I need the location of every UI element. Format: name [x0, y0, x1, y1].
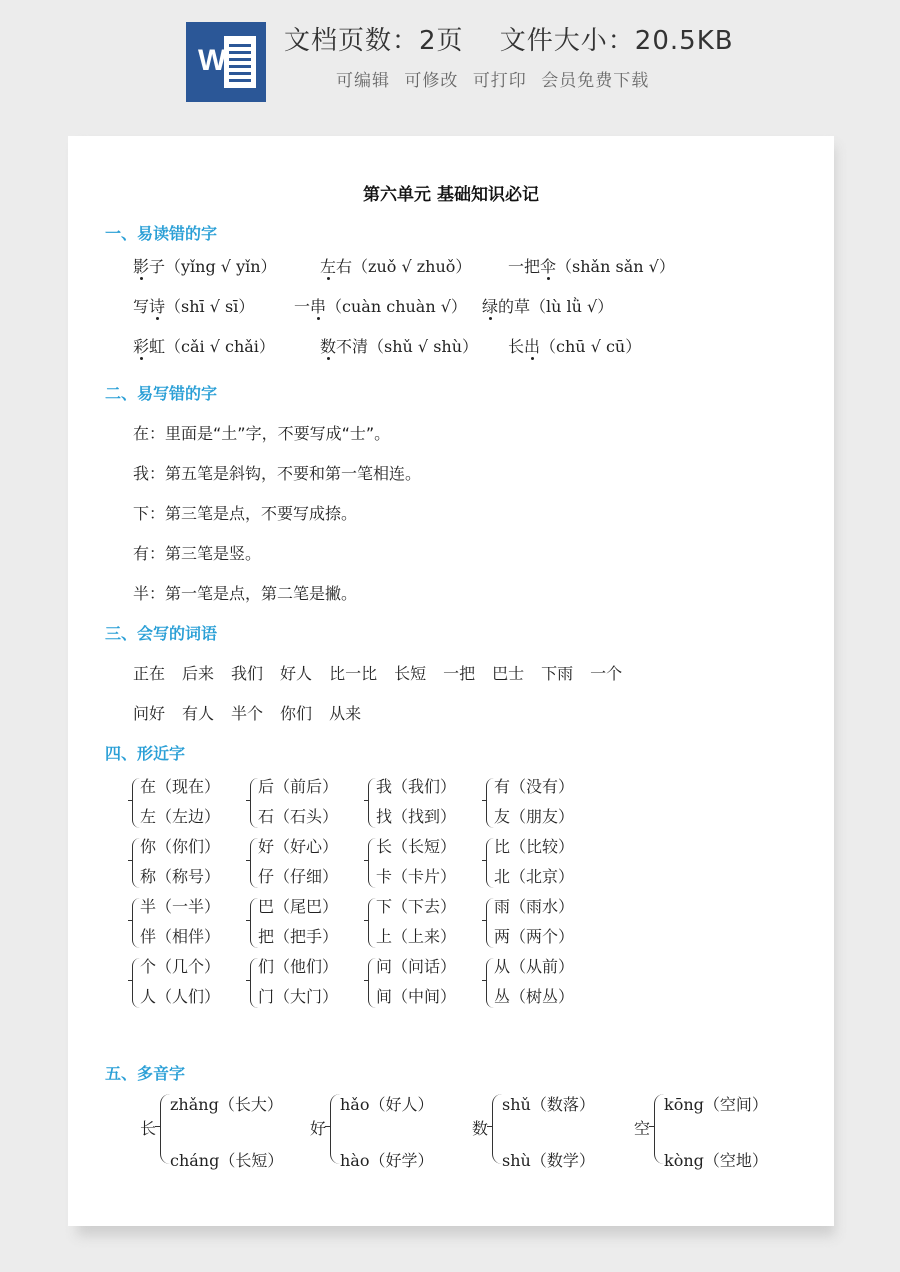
- section-heading-3: 三、会写的词语: [105, 624, 218, 643]
- similar-char-entry: 下（下去）: [376, 897, 457, 916]
- misread-item: 一串（cuàn chuàn √）: [294, 297, 467, 316]
- polyphonic-char: 数: [472, 1119, 489, 1138]
- vocabulary-word: 后来: [182, 664, 215, 683]
- similar-char-entry: 两（两个）: [494, 927, 575, 946]
- misread-item: 左右（zuǒ √ zhuǒ）: [320, 257, 472, 276]
- similar-char-entry: 人（人们）: [140, 987, 221, 1006]
- brace-icon: [486, 958, 494, 1008]
- similar-char-entry: 北（北京）: [494, 867, 575, 886]
- similar-char-entry: 们（他们）: [258, 957, 339, 976]
- similar-char-entry: 有（没有）: [494, 777, 575, 796]
- similar-char-entry: 找（找到）: [376, 807, 457, 826]
- vocabulary-word: 长短: [394, 664, 427, 683]
- writing-tip: 半：第一笔是点，第二笔是撇。: [133, 584, 358, 603]
- brace-icon: [654, 1094, 664, 1164]
- misread-item: 一把伞（shǎn sǎn √）: [508, 257, 675, 276]
- brace-icon: [368, 838, 376, 888]
- writing-tip: 下：第三笔是点，不要写成捺。: [133, 504, 358, 523]
- vocabulary-word: 好人: [280, 664, 313, 683]
- section-heading-5: 五、多音字: [105, 1064, 186, 1083]
- similar-char-entry: 我（我们）: [376, 777, 457, 796]
- document-page: [68, 136, 834, 1226]
- similar-char-entry: 称（称号）: [140, 867, 221, 886]
- similar-char-entry: 半（一半）: [140, 897, 221, 916]
- brace-icon: [160, 1094, 170, 1164]
- polyphonic-char: 好: [310, 1119, 327, 1138]
- reading-bottom: hào（好学）: [340, 1151, 434, 1170]
- emphasis-dot-char: 诗: [149, 297, 166, 316]
- emphasis-dot-char: 绿: [482, 297, 499, 316]
- brace-icon: [132, 958, 140, 1008]
- file-meta-title: 文档页数：2页 文件大小：20.5KB: [284, 26, 734, 56]
- similar-char-entry: 门（大门）: [258, 987, 339, 1006]
- reading-top: kōng（空间）: [664, 1095, 768, 1114]
- similar-char-entry: 问（问话）: [376, 957, 457, 976]
- brace-icon: [486, 838, 494, 888]
- emphasis-dot-char: 串: [310, 297, 327, 316]
- similar-char-entry: 上（上来）: [376, 927, 457, 946]
- similar-char-entry: 个（几个）: [140, 957, 221, 976]
- similar-char-entry: 巴（尾巴）: [258, 897, 339, 916]
- badge-member-download: 会员免费下载: [541, 71, 650, 91]
- brace-icon: [330, 1094, 340, 1164]
- similar-char-entry: 间（中间）: [376, 987, 457, 1006]
- file-info-header: [0, 0, 900, 115]
- vocabulary-word: 问好: [133, 704, 166, 723]
- brace-icon: [132, 838, 140, 888]
- vocabulary-word: 有人: [182, 704, 215, 723]
- reading-bottom: shù（数学）: [502, 1151, 595, 1170]
- badge-modifiable: 可修改: [404, 71, 459, 91]
- writing-tip: 在：里面是“土”字，不要写成“士”。: [133, 424, 391, 443]
- vocabulary-word: 一个: [590, 664, 623, 683]
- vocabulary-word: 巴士: [492, 664, 525, 683]
- reading-top: hǎo（好人）: [340, 1095, 434, 1114]
- similar-char-entry: 仔（仔细）: [258, 867, 339, 886]
- misread-item: 影子（yǐng √ yǐn）: [133, 257, 277, 276]
- section-heading-1: 一、易读错的字: [105, 224, 218, 243]
- reading-top: zhǎng（长大）: [170, 1095, 283, 1114]
- vocabulary-row: [133, 701, 378, 724]
- brace-icon: [486, 778, 494, 828]
- brace-icon: [132, 898, 140, 948]
- writing-tip: 我：第五笔是斜钩，不要和第一笔相连。: [133, 464, 422, 483]
- emphasis-dot-char: 彩: [133, 337, 150, 356]
- vocabulary-word: 比一比: [329, 664, 378, 683]
- reading-top: shǔ（数落）: [502, 1095, 595, 1114]
- brace-icon: [250, 778, 258, 828]
- vocabulary-word: 下雨: [541, 664, 574, 683]
- brace-icon: [250, 838, 258, 888]
- brace-icon: [486, 898, 494, 948]
- vocabulary-word: 一把: [443, 664, 476, 683]
- emphasis-dot-char: 数: [320, 337, 337, 356]
- similar-char-entry: 把（把手）: [258, 927, 339, 946]
- similar-char-entry: 雨（雨水）: [494, 897, 575, 916]
- polyphonic-char: 空: [634, 1119, 651, 1138]
- brace-icon: [132, 778, 140, 828]
- similar-char-entry: 比（比较）: [494, 837, 575, 856]
- misread-item: 长出（chū √ cū）: [508, 337, 642, 356]
- emphasis-dot-char: 影: [133, 257, 150, 276]
- similar-char-entry: 丛（树丛）: [494, 987, 575, 1006]
- vocabulary-word: 从来: [329, 704, 362, 723]
- similar-char-entry: 在（现在）: [140, 777, 221, 796]
- word-document-icon: W: [186, 22, 266, 102]
- brace-icon: [250, 898, 258, 948]
- similar-char-entry: 伴（相伴）: [140, 927, 221, 946]
- misread-item: 绿的草（lù lǜ √）: [482, 297, 614, 316]
- document-title: 第六单元 基础知识必记: [363, 185, 539, 205]
- vocabulary-word: 正在: [133, 664, 166, 683]
- section-heading-2: 二、易写错的字: [105, 384, 218, 403]
- section-heading-4: 四、形近字: [105, 744, 186, 763]
- similar-char-entry: 长（长短）: [376, 837, 457, 856]
- similar-char-entry: 友（朋友）: [494, 807, 575, 826]
- misread-item: 写诗（shī √ sī）: [133, 297, 255, 316]
- brace-icon: [492, 1094, 502, 1164]
- badge-printable: 可打印: [472, 71, 527, 91]
- misread-item: 数不清（shǔ √ shù）: [320, 337, 479, 356]
- similar-char-entry: 石（石头）: [258, 807, 339, 826]
- emphasis-dot-char: 出: [524, 337, 541, 356]
- brace-icon: [368, 898, 376, 948]
- file-meta-badges: [336, 66, 657, 91]
- similar-char-entry: 从（从前）: [494, 957, 575, 976]
- vocabulary-word: 我们: [231, 664, 264, 683]
- emphasis-dot-char: 左: [320, 257, 337, 276]
- brace-icon: [368, 778, 376, 828]
- badge-editable: 可编辑: [336, 71, 390, 91]
- misread-item: 彩虹（cǎi √ chǎi）: [133, 337, 275, 356]
- vocabulary-row: [133, 661, 639, 684]
- writing-tip: 有：第三笔是竖。: [133, 544, 262, 563]
- similar-char-entry: 你（你们）: [140, 837, 221, 856]
- emphasis-dot-char: 伞: [540, 257, 557, 276]
- vocabulary-word: 你们: [280, 704, 313, 723]
- brace-icon: [250, 958, 258, 1008]
- reading-bottom: cháng（长短）: [170, 1151, 284, 1170]
- reading-bottom: kòng（空地）: [664, 1151, 768, 1170]
- similar-char-entry: 好（好心）: [258, 837, 339, 856]
- polyphonic-char: 长: [140, 1119, 157, 1138]
- vocabulary-word: 半个: [231, 704, 264, 723]
- brace-icon: [368, 958, 376, 1008]
- similar-char-entry: 左（左边）: [140, 807, 221, 826]
- similar-char-entry: 后（前后）: [258, 777, 339, 796]
- similar-char-entry: 卡（卡片）: [376, 867, 457, 886]
